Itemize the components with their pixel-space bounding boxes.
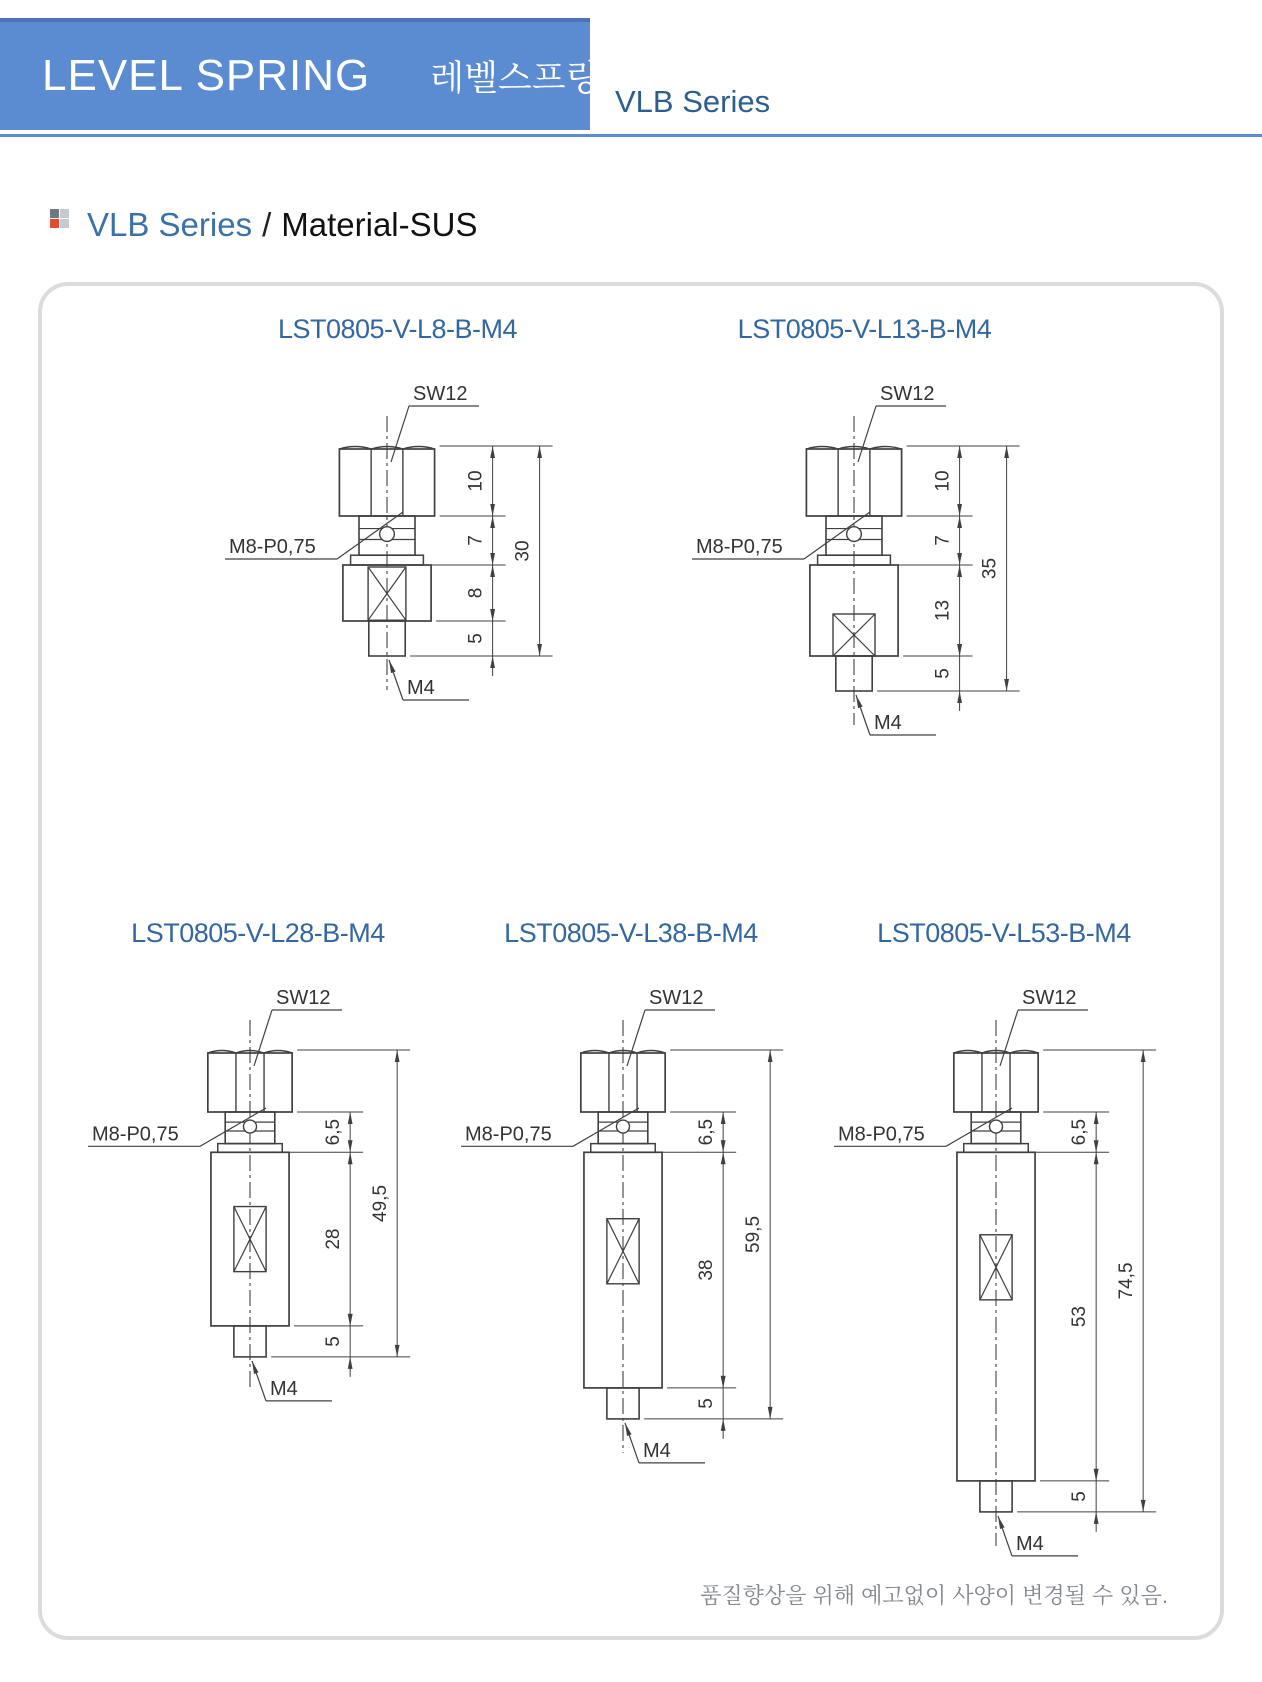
tip-thread-label: M4	[642, 1439, 671, 1462]
dimension-value: 38	[695, 1259, 717, 1281]
dimension-value: 5	[932, 668, 954, 679]
tip-thread-label: M4	[873, 712, 902, 734]
quality-note: 품질향상을 위해 예고없이 사양이 변경될 수 있음.	[700, 1583, 1168, 1608]
drawings-row-1	[42, 312, 1220, 796]
dimension-value: 7	[465, 535, 487, 546]
dimension-value: 6,5	[322, 1118, 344, 1146]
figure-title: LST0805-V-L53-B-M4	[877, 918, 1131, 948]
section-series-label: VLB Series	[87, 206, 253, 243]
technical-drawing-mount	[212, 372, 584, 761]
technical-drawing	[679, 372, 1051, 791]
dimension-value: 5	[322, 1336, 344, 1347]
dimension-value: 10	[932, 470, 954, 492]
tip-thread-label: M4	[269, 1377, 298, 1400]
grid-bullet-icon	[50, 209, 69, 228]
figure-lst0805-l38	[448, 916, 815, 1524]
header-bar	[0, 18, 600, 130]
wrench-size-label: SW12	[275, 987, 330, 1009]
technical-drawing	[821, 976, 1188, 1612]
dimension-value: 8	[465, 587, 487, 599]
dimension-value: 5	[465, 633, 487, 644]
thread-spec-label: M8-P0,75	[695, 536, 783, 558]
thread-spec-label: M8-P0,75	[91, 1123, 179, 1146]
technical-drawing	[212, 372, 584, 756]
dimension-value: 28	[322, 1228, 344, 1250]
technical-drawing-mount	[679, 372, 1051, 796]
thread-spec-label: M8-P0,75	[464, 1123, 552, 1146]
figure-title: LST0805-V-L38-B-M4	[504, 918, 758, 948]
figure-title: LST0805-V-L28-B-M4	[131, 918, 385, 948]
page-title-korean: 레벨스프링	[430, 59, 600, 98]
grid-bullet-square-br	[60, 219, 69, 228]
header-rule	[0, 134, 1262, 137]
wrench-size-label: SW12	[879, 383, 934, 405]
section-separator: /	[262, 206, 272, 243]
grid-bullet-square-bl	[50, 219, 59, 228]
section-heading	[50, 206, 477, 244]
series-label: VLB Series	[615, 84, 771, 119]
page-title: LEVEL SPRING	[42, 51, 371, 100]
drawings-row-2	[42, 916, 1220, 1617]
figure-title: LST0805-V-L8-B-M4	[277, 314, 518, 344]
dimension-value: 6,5	[1068, 1118, 1090, 1146]
overall-dimension-value: 35	[979, 557, 1001, 580]
figure-lst0805-l8	[212, 312, 584, 761]
page-header	[0, 0, 1262, 160]
figure-lst0805-l28	[75, 916, 442, 1462]
tip-thread-label: M4	[406, 677, 435, 699]
technical-drawing-mount	[821, 976, 1188, 1617]
overall-dimension-value: 59,5	[742, 1215, 764, 1253]
figure-title: LST0805-V-L13-B-M4	[737, 314, 992, 344]
tip-thread-label: M4	[1015, 1532, 1044, 1555]
dimension-value: 5	[1068, 1491, 1090, 1502]
section-material-label: Material-SUS	[281, 206, 478, 243]
dimension-value: 53	[1068, 1306, 1090, 1328]
dimension-value: 5	[695, 1398, 717, 1409]
grid-bullet-square-tl	[50, 209, 59, 218]
wrench-size-label: SW12	[648, 987, 703, 1009]
technical-drawing	[75, 976, 442, 1457]
wrench-size-label: SW12	[1021, 987, 1076, 1009]
grid-bullet-square-tr	[60, 209, 69, 218]
figure-lst0805-l13	[679, 312, 1051, 796]
dimension-value: 13	[932, 599, 954, 622]
overall-dimension-value: 49,5	[369, 1184, 391, 1222]
thread-spec-label: M8-P0,75	[228, 536, 316, 558]
overall-dimension-value: 30	[512, 540, 534, 562]
dimension-value: 7	[932, 535, 954, 546]
technical-drawing-mount	[448, 976, 815, 1524]
dimension-value: 6,5	[695, 1118, 717, 1146]
dimension-value: 10	[465, 470, 487, 492]
technical-drawing-mount	[75, 976, 442, 1462]
technical-drawing	[448, 976, 815, 1519]
thread-spec-label: M8-P0,75	[837, 1123, 925, 1146]
overall-dimension-value: 74,5	[1115, 1262, 1137, 1300]
figure-lst0805-l53	[821, 916, 1188, 1617]
wrench-size-label: SW12	[412, 383, 467, 405]
drawings-panel	[38, 282, 1224, 1640]
